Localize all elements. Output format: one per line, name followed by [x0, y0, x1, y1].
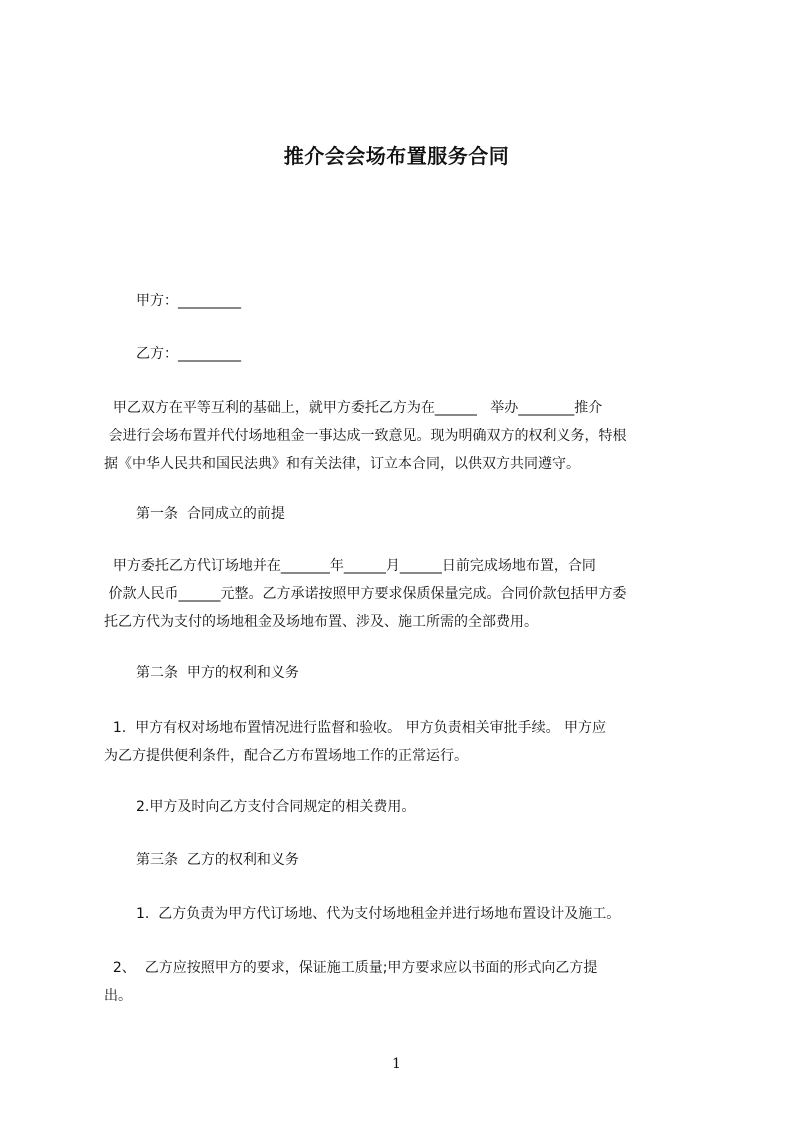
document-title: 推介会会场布置服务合同: [283, 144, 510, 168]
article-3-item-2-line-1: 2、 乙方应按照甲方的要求，保证施工质量;甲方要求应以书面的形式向乙方提: [104, 960, 598, 976]
article-3-item-1: 1. 乙方负责为甲方代订场地、代为支付场地租金并进行场地布置设计及施工。: [136, 906, 621, 922]
page-number: 1: [392, 1056, 401, 1072]
article-3-item-2-line-2: 出。: [104, 988, 132, 1004]
article-2-item-1-line-2: 为乙方提供便利条件，配合乙方布置场地工作的正常运行。: [104, 748, 468, 764]
article-3-heading: 第三条 乙方的权利和义务: [136, 852, 299, 868]
party-a-line: 甲方：_________: [136, 293, 241, 309]
article-1-line-1: 甲方委托乙方代订场地并在_______年______月______日前完成场地布置，合同: [104, 558, 596, 574]
article-1-body: [104, 552, 708, 636]
article-2-item-1: [104, 714, 708, 770]
party-b-line: 乙方：_________: [136, 346, 241, 362]
article-1-line-3: 托乙方代为支付的场地租金及场地布置、涉及、施工所需的全部费用。: [104, 614, 538, 630]
article-1-line-2: 价款人民币______元整。乙方承诺按照甲方要求保质保量完成。合同价款包括甲方委: [104, 586, 627, 602]
article-2-heading: 第二条 甲方的权利和义务: [136, 665, 299, 681]
intro-line-2: 会进行会场布置并代付场地租金一事达成一致意见。现为明确双方的权利义务，特根: [104, 428, 627, 444]
intro-line-1: 甲乙双方在平等互利的基础上，就甲方委托乙方为在______ 举办________推介: [104, 400, 603, 416]
article-3-item-2: [104, 954, 708, 1010]
article-2-item-1-line-1: 1. 甲方有权对场地布置情况进行监督和验收。 甲方负责相关审批手续。 甲方应: [104, 720, 607, 736]
article-1-heading: 第一条 合同成立的前提: [136, 506, 285, 522]
intro-line-3: 据《中华人民共和国民法典》和有关法律，订立本合同，以供双方共同遵守。: [104, 456, 580, 472]
intro-paragraph: [104, 394, 708, 478]
article-2-item-2: 2.甲方及时向乙方支付合同规定的相关费用。: [136, 799, 416, 815]
